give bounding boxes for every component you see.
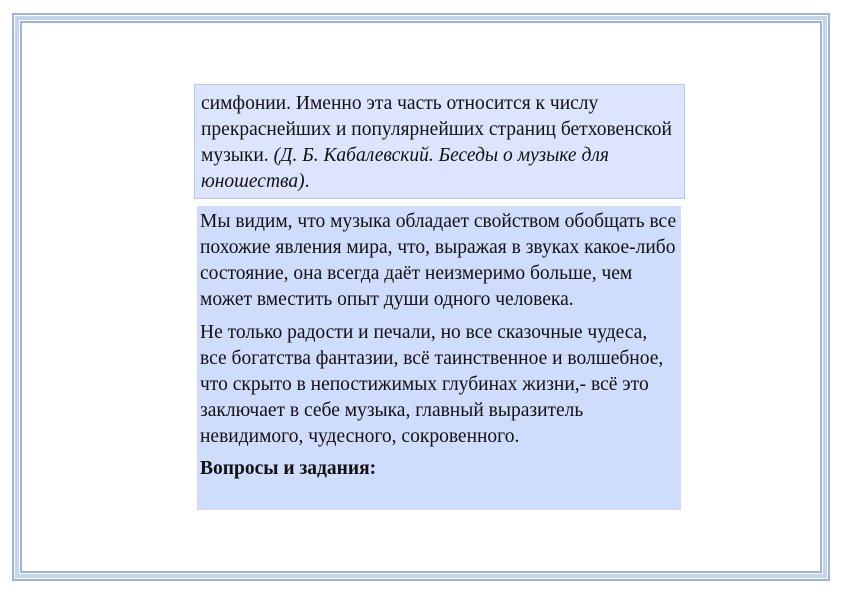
paragraph-1: Мы видим, что музыка обладает свойством обобщать все похожие явления мира, что, выражая в звуках какое-либо состояние, она всегда даёт неизмеримо больше, чем может вместить опыт души одного человека. xyxy=(200,211,677,310)
quote-citation: (Д. Б. Кабалевский. Беседы о музыке для юношества) xyxy=(201,145,609,192)
paragraph-2: Не только радости и печали, но все сказочные чудеса, все богатства фантазии, всё таинственное и волшебное, что скрыто в непостижимых глубинах жизни,- всё это заключает в себе музыка, главный выразитель невидимого, чудесного, сокровенного. xyxy=(200,322,664,447)
main-text-box xyxy=(197,206,681,510)
quote-text-box xyxy=(194,84,685,199)
quote-text: симфонии. Именно эта часть относится к числу прекраснейших и популярнейших страниц бетховенской музыки. xyxy=(201,93,672,166)
quote-end: . xyxy=(304,171,310,192)
questions-heading: Вопросы и задания: xyxy=(200,458,377,479)
